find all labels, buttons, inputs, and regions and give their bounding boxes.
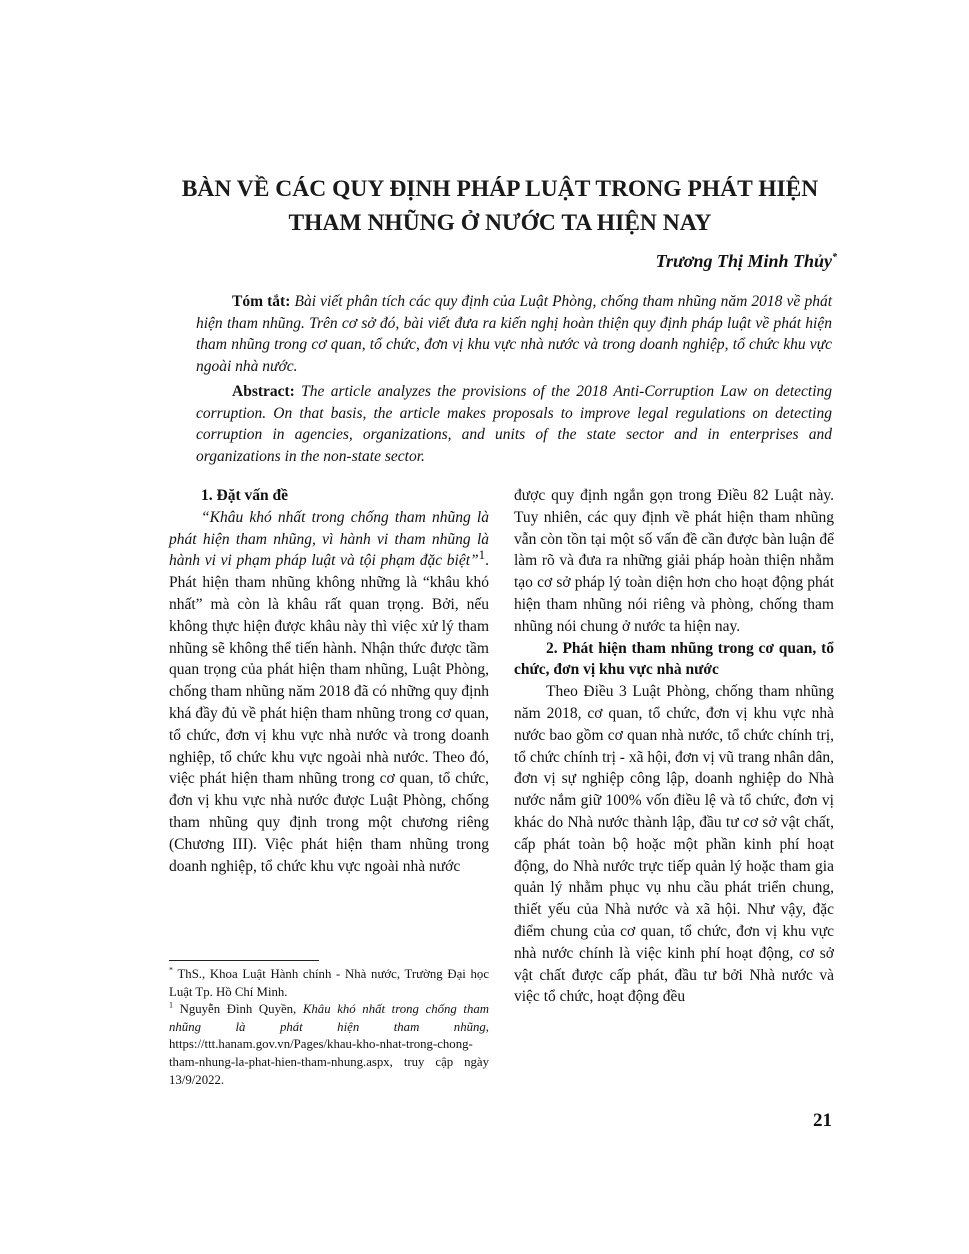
summary-vi-label: Tóm tắt: <box>232 293 291 310</box>
footnote-star-mark: * <box>169 965 173 975</box>
summary-en-label: Abstract: <box>232 383 295 400</box>
summary-vi-text: Bài viết phân tích các quy định của Luật Phòng, chống tham nhũng năm 2018 về phát hiện tham nhũng. Trên cơ sở đó, bài viết đưa ra kiến nghị hoàn thiện quy định pháp luật về phát hiện tham nhũng trong cơ quan, tổ chức, đơn vị khu vực nhà nước và trong doanh nghiệp, tổ chức khu vực ngoài nhà nước. <box>196 293 832 375</box>
footnote-divider <box>169 960 319 961</box>
title-line-2: THAM NHŨNG Ở NƯỚC TA HIỆN NAY <box>288 210 712 236</box>
left-column <box>169 485 489 877</box>
article-title <box>130 172 870 240</box>
author-name: Trương Thị Minh Thủy <box>655 251 832 271</box>
footnote-1-link: , https://ttt.hanam.gov.vn/Pages/khau-kho-nhat-trong-chong-tham-nhung-la-phat-hien-tham-nhung.aspx, truy cập ngày 13/9/2022. <box>169 1019 489 1087</box>
summary-vietnamese <box>196 291 832 377</box>
summary-en-text: The article analyzes the provisions of the 2018 Anti-Corruption Law on detecting corruption. On that basis, the article makes proposals to improve legal regulations on detecting corruption in agencies, organizations, and units of the state sector and in enterprises and organizations in the non-state sector. <box>196 383 833 465</box>
section-1-paragraph <box>169 507 489 878</box>
opening-quote: “Khâu khó nhất trong chống tham nhũng là phát hiện tham nhũng, vì hành vi tham nhũng là hành vi vi phạm pháp luật và tội phạm đặc biệt” <box>169 508 489 570</box>
title-line-1: BÀN VỀ CÁC QUY ĐỊNH PHÁP LUẬT TRONG PHÁT HIỆN <box>181 176 819 202</box>
author-footnote-mark: * <box>832 252 837 263</box>
footnote-1-mark: 1 <box>169 1000 173 1010</box>
section-1-heading: 1. Đặt vấn đề <box>201 487 288 504</box>
page-number: 21 <box>813 1110 832 1131</box>
footnote-1: $^1$ Nguyễn Đình Quyền, Khâu khó nhất trong chống tham nhũng là phát hiện tham nhũng, https://ttt.hanam.gov.vn/Pages/khau-kho-nhat-trong-chong-tham-nhung-la-phat-hien-tham-nhung.aspx, truy cập ngày 13/9/2022. <box>169 1000 490 1087</box>
section-2-heading: 2. Phát hiện tham nhũng trong cơ quan, tổ chức, đơn vị khu vực nhà nước <box>514 639 834 679</box>
right-column <box>514 485 834 1008</box>
section-1-continuation: được quy định ngắn gọn trong Điều 82 Luật này. Tuy nhiên, các quy định về phát hiện tham nhũng vẫn còn tồn tại một số vấn đề cần được bàn luận để làm rõ và đưa ra những giải pháp hoàn thiện nhằm tạo cơ sở pháp lý toàn diện hơn cho hoạt động phát hiện tham nhũng nói riêng và phòng, chống tham nhũng nói chung ở nước ta hiện nay. <box>514 487 834 635</box>
footnote-1-title: Khâu khó nhất trong chống tham nhũng là phát hiện tham nhũng <box>169 1002 490 1034</box>
summary-english <box>196 381 832 467</box>
footnote-ref-1: 1 <box>478 547 486 563</box>
footnote-author: * ThS., Khoa Luật Hành chính - Nhà nước, Trường Đại học Luật Tp. Hồ Chí Minh. <box>169 965 489 999</box>
author-byline <box>656 251 837 272</box>
footnotes <box>169 966 489 1089</box>
section-1-text: . Phát hiện tham nhũng không những là “khâu khó nhất” mà còn là khâu rất quan trọng. Bởi, nếu không thực hiện được khâu này thì việc xử lý tham nhũng sẽ không thể tiến hành. Nhận thức được tầm quan trọng của phát hiện tham nhũng, Luật Phòng, chống tham nhũng năm 2018 đã có những quy định khá đầy đủ về phát hiện tham nhũng trong cơ quan, tổ chức, đơn vị khu vực nhà nước và trong doanh nghiệp, tổ chức khu vực ngoài nhà nước. Theo đó, việc phát hiện tham nhũng trong cơ quan, tổ chức, đơn vị khu vực nhà nước được Luật Phòng, chống tham nhũng quy định trong một chương riêng (Chương III). Việc phát hiện tham nhũng trong doanh nghiệp, tổ chức khu vực ngoài nhà nước <box>169 552 489 875</box>
section-2-paragraph: Theo Điều 3 Luật Phòng, chống tham nhũng năm 2018, cơ quan, tổ chức, đơn vị khu vực nhà nước bao gồm cơ quan nhà nước, tổ chức chính trị, tổ chức chính trị - xã hội, đơn vị vũ trang nhân dân, đơn vị sự nghiệp công lập, doanh nghiệp do Nhà nước nắm giữ 100% vốn điều lệ và tổ chức, đơn vị khác do Nhà nước thành lập, đầu tư cơ sở vật chất, cấp phát toàn bộ hoặc một phần kinh phí hoạt động, do Nhà nước trực tiếp quản lý hoặc tham gia quản lý nhằm phục vụ nhu cầu phát triển chung, thiết yếu của Nhà nước và xã hội. Như vậy, đặc điểm chung của cơ quan, tổ chức, đơn vị khu vực nhà nước chính là việc kinh phí hoạt động, cơ sở vật chất được cấp phát, đầu tư bởi Nhà nước và việc tổ chức, hoạt động đều <box>514 683 834 1006</box>
